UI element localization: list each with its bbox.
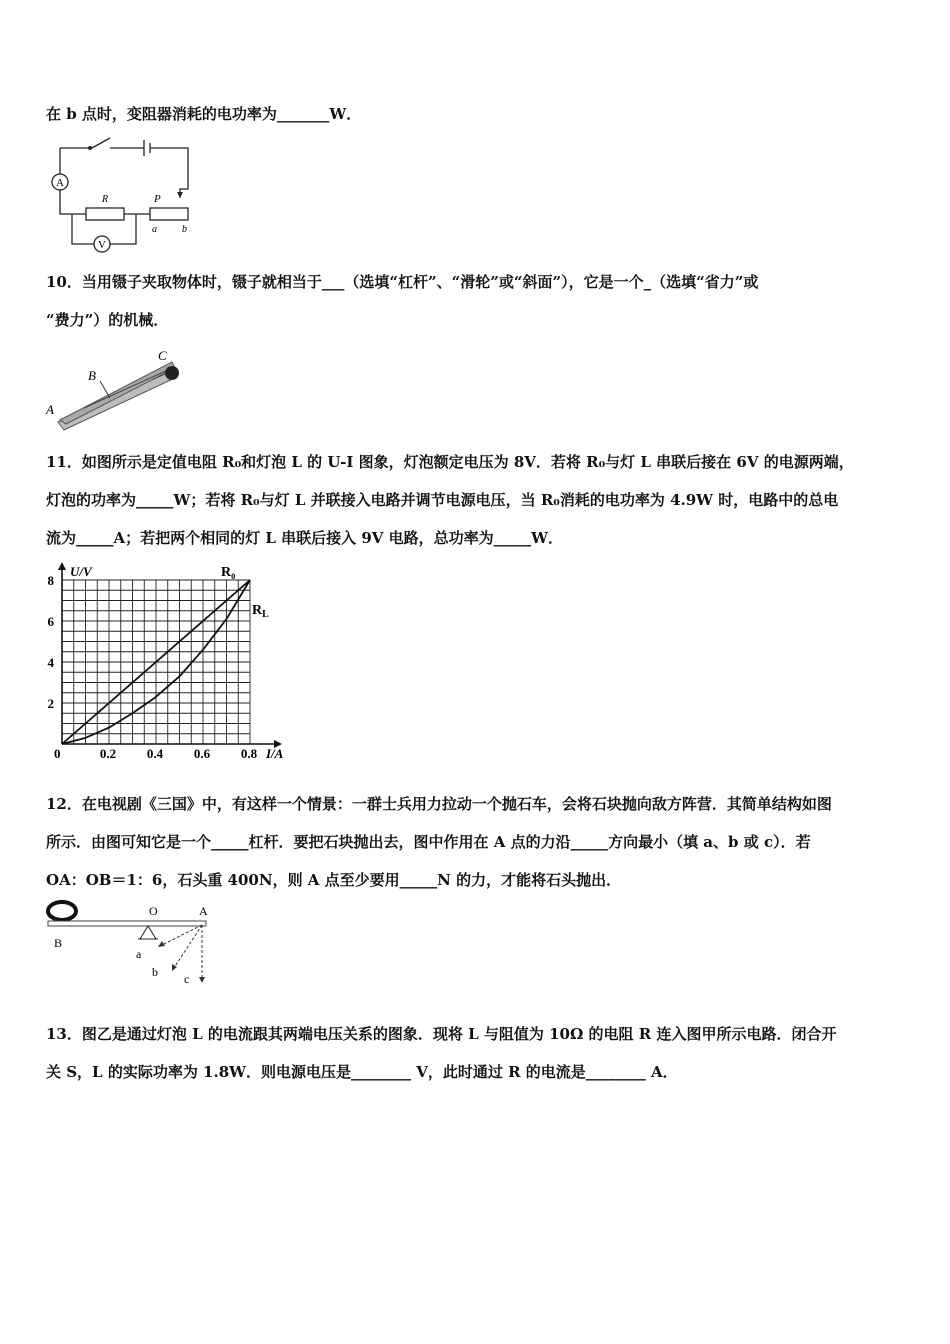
x-tick-label: 0.2 (99, 746, 117, 761)
catapult-figure (44, 897, 224, 989)
catapult-label-b: B (54, 936, 63, 950)
x-axis-label: I/A (266, 746, 284, 761)
direction-label-c: c (184, 972, 190, 986)
q9-text: 在 b 点时，变阻器消耗的电功率为_______W． (46, 105, 362, 123)
ui-chart (40, 560, 300, 765)
q13-line-2: 关 S，L 的实际功率为 1.8W．则电源电压是________ V，此时通过 R 的电流是________ A． (46, 1063, 678, 1081)
direction-label-a: a (136, 947, 142, 961)
tweezers-label-c: C (158, 348, 167, 363)
q11-line-2: 灯泡的功率为_____W；若将 R₀与灯 L 并联接入电路并调节电源电压，当 R₀消耗的电功率为 4.9W 时，电路中的总电 (46, 491, 839, 509)
q12-line-3: OA：OB＝1：6，石头重 400N，则 A 点至少要用_____N 的力，才能将石头抛出． (46, 871, 622, 889)
q13-line-1: 13．图乙是通过灯泡 L 的电流跟其两端电压关系的图象．现将 L 与阻值为 10Ω 的电阻 R 连入图甲所示电路．闭合开 (46, 1025, 837, 1043)
catapult-label-o: O (149, 904, 158, 918)
q9-circuit-figure (44, 134, 204, 254)
end-a-label: a (152, 224, 157, 235)
tweezers-label-a: A (46, 402, 54, 417)
q12-line-1: 12．在电视剧《三国》中，有这样一个情景：一群士兵用力拉动一个抛石车，会将石块抛向敌方阵营．其简单结构如图 (46, 795, 832, 813)
x-tick-label: 0.4 (146, 746, 164, 761)
y-axis-arrow (58, 562, 66, 570)
end-b-label: b (182, 224, 187, 235)
q11-line-1: 11．如图所示是定值电阻 R₀和灯泡 L 的 U-I 图象，灯泡额定电压为 8V．若将 R₀与灯 L 串联后接在 6V 的电源两端， (46, 453, 854, 471)
voltmeter-label: V (98, 239, 106, 251)
x-tick-label: 0.6 (193, 746, 211, 761)
resistor-label: R (102, 194, 109, 205)
catapult-label-a: A (199, 904, 208, 918)
voltmeter-icon (94, 236, 110, 252)
q10-line-1: 10．当用镊子夹取物体时，镊子就相当于___（选填“杠杆”、“滑轮”或“斜面”），它是一个_（选填“省力”或 (46, 273, 759, 291)
x-tick-label: 0.8 (240, 746, 258, 761)
ammeter-label: A (56, 177, 64, 189)
y-tick-label: 8 (47, 573, 54, 588)
y-tick-label: 6 (47, 614, 54, 629)
q10-line-2: “费力”）的机械． (46, 311, 169, 329)
q12-line-2: 所示．由图可知它是一个_____杠杆．要把石块抛出去，图中作用在 A 点的力沿_____方向最小（填 a、b 或 c）．若 (46, 833, 811, 851)
y-axis-label: U/V (70, 564, 92, 579)
y-tick-label: 2 (47, 696, 54, 711)
y-tick-label: 4 (47, 655, 54, 670)
x-tick-label: 0 (54, 746, 61, 761)
series-label-r0: R₀ (221, 565, 236, 580)
tweezers-figure (44, 340, 189, 435)
q11-line-3: 流为_____A；若把两个相同的灯 L 串联后接入 9V 电路，总功率为_____W． (46, 529, 563, 547)
slider-label: P (154, 193, 161, 205)
tweezers-label-b: B (88, 368, 96, 383)
direction-label-b: b (152, 965, 158, 979)
series-label-rl: $R_L$ (252, 603, 269, 620)
ammeter-icon (52, 174, 68, 190)
